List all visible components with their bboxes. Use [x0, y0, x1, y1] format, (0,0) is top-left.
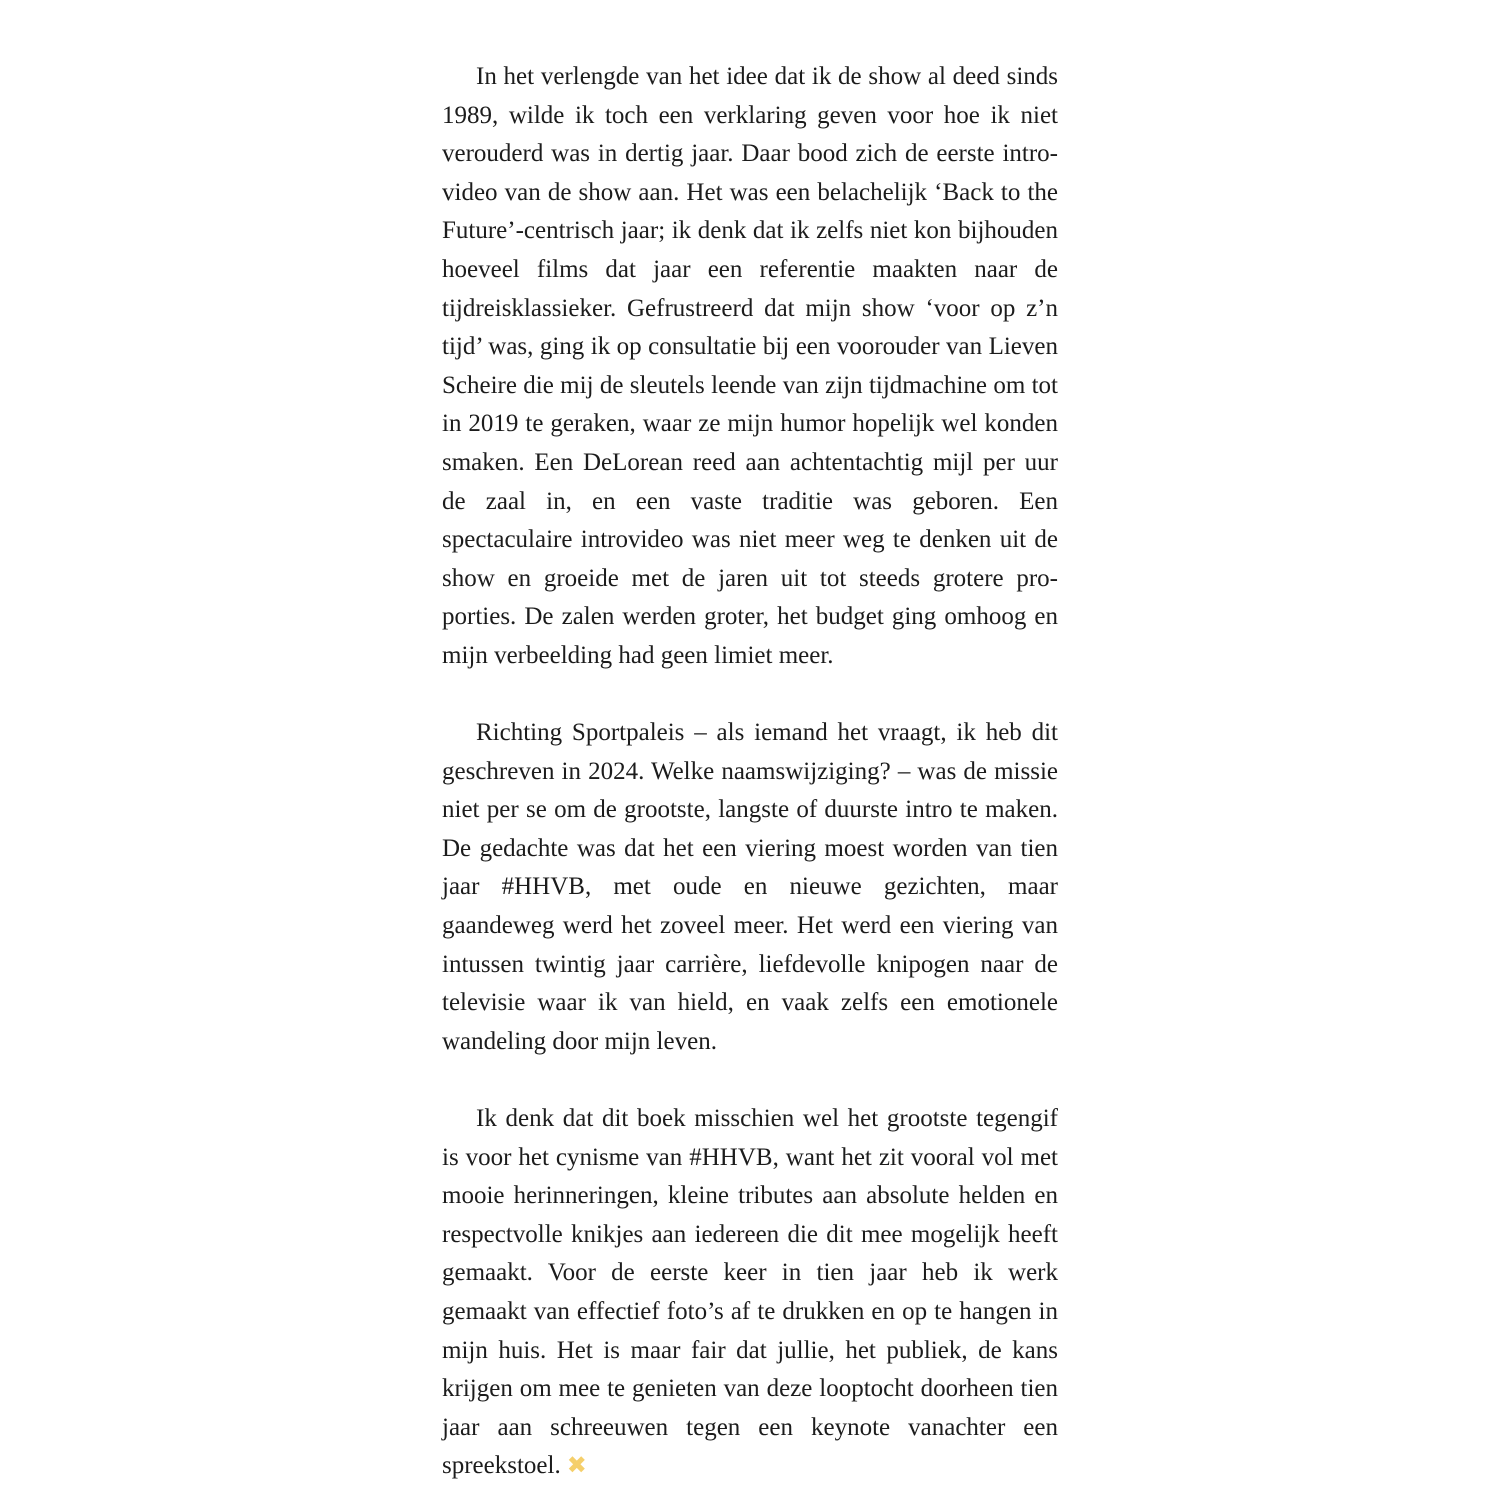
article-page [442, 58, 1058, 1486]
paragraph-3-text: Ik denk dat dit boek misschien wel het grootste tegengif is voor het cynisme van #HHVB, want het zit vooral vol met mooie herinneringen, kleine tributes aan absolute helden en respectvolle knikjes aan iedereen die dit mee mogelijk heeft gemaakt. Voor de eerste keer in tien jaar heb ik werk gemaakt van effectief foto’s af te drukken en op te hangen in mijn huis. Het is maar fair dat jullie, het publiek, de kans krijgen om mee te genieten van deze looptocht doorheen tien jaar aan schreeuwen tegen een keynote vanachter een spreekstoel. [442, 1105, 1058, 1480]
cross-icon: ✖ [566, 1451, 587, 1480]
paragraph-1: In het verlengde van het idee dat ik de show al deed sinds 1989, wilde ik toch een verklaring geven voor hoe ik niet verouderd was in dertig jaar. Daar bood zich de eerste introvideo van de show aan. Het was een belachelijk ‘Back to the Future’-centrisch jaar; ik denk dat ik zelfs niet kon bijhouden hoeveel films dat jaar een referentie maakten naar de tijdreisklassieker. Gefrustreerd dat mijn show ‘voor op z’n tijd’ was, ging ik op consultatie bij een voorouder van Lieven Scheire die mij de sleutels leende van zijn tijdmachine om tot in 2019 te geraken, waar ze mijn humor hopelijk wel konden smaken. Een DeLorean reed aan achtentachtig mijl per uur de zaal in, en een vaste traditie was geboren. Een spectaculaire introvideo was niet meer weg te denken uit de show en groeide met de jaren uit tot steeds grotere proporties. De zalen werden groter, het budget ging omhoog en mijn verbeelding had geen limiet meer. [442, 63, 1058, 669]
paragraph-2: Richting Sportpaleis – als iemand het vraagt, ik heb dit geschreven in 2024. Welke naamswijziging? – was de missie niet per se om de grootste, langste of duurste intro te maken. De gedachte was dat het een viering moest worden van tien jaar #HHVB, met oude en nieuwe gezichten, maar gaandeweg werd het zoveel meer. Het werd een viering van intussen twintig jaar carrière, liefdevolle knipogen naar de televisie waar ik van hield, en vaak zelfs een emotionele wandeling door mijn leven. [442, 719, 1058, 1055]
paragraph-3 [442, 1100, 1058, 1486]
